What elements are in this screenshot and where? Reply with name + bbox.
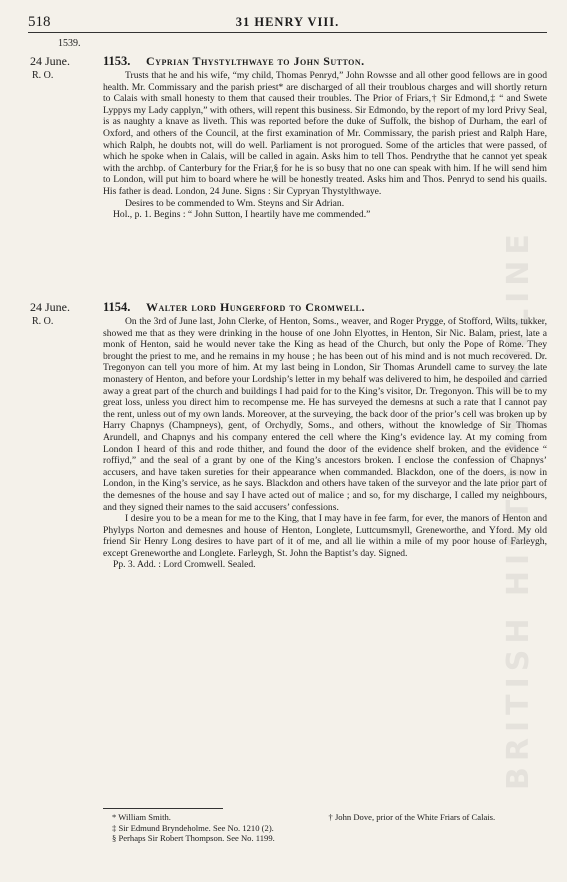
footnote: § Perhaps Sir Robert Thompson. See No. 1199. <box>112 833 275 844</box>
entry-paragraph: On the 3rd of June last, John Clerke, of Henton, Soms., weaver, and Roger Prygge, of Stofford, Wilts, tukker, showed me that as they were drinking in the house of one John Elyottes, in Henton, Sir Nic. Balam, priest, late a monk of Henton, said he would never take the King as head of the Church, but only the Pope of Rome. They brought the priest to me, and he remains in my house ; he has been out of his mind and is not much recovered. Dr. Tregonyon can tell you more of him. At my last being in London, Sir Thomas Arundell came to survey the late monastery of Henton, and before your Lordship’s letter in my behalf was delivered to him, he despoiled and carried away a great part of the church and buildings I had paid for to the King’s visitor, Dr. Tregonyon. This will be to my great loss, unless you direct him to recompense me. He has surveyed the demesns at such a rate that I cannot pay the rent, unless out of my own lands. Moreover, at the surveying, the back door of the prior’s cell was broken up by Harry Chapnys (Champneys), gent, of Orchydly, Soms., and others, without the knowledge of Sir Thomas Arundell, and Chapnys and his company entered the cell where the King’s evidence lay. At my coming from London I heard of this and rode thither, and found the door of the evidence shelf broken, and the evidence “ roffiyd,” and the seal of a grant by one of the King’s ancestors broken. I enclose the confession of Chapnys’ accusers, and have taken sureties for their appearance when commanded. Blackdon, one of the doers, is now in London, in the King’s service, as he says. Blackdon and others have taken of the surveyor and the late prior part of the demesnes of the house and say I have acted out of malice ; and so, for my discharge, I called my neighbours, and they signed their names to the said accusers’ confessions. <box>103 316 547 513</box>
year-label: 1539. <box>58 38 81 49</box>
footnote: † John Dove, prior of the White Friars of Calais. <box>328 812 496 822</box>
footnote: ‡ Sir Edmund Bryndeholme. See No. 1210 (2). <box>112 822 274 833</box>
entry-date: 24 June. <box>30 300 70 314</box>
entry-number: 1154. <box>103 300 131 314</box>
entry-number: 1153. <box>103 54 131 68</box>
footnote-rule <box>103 808 223 809</box>
entry-heading <box>28 300 547 327</box>
footnotes <box>112 812 545 844</box>
record-office-ref: R. O. <box>32 316 54 327</box>
footnote: * William Smith. <box>112 812 171 822</box>
page-header <box>28 12 547 33</box>
calendar-entry-1153 <box>28 54 547 221</box>
entry-date: 24 June. <box>30 54 70 68</box>
running-title: 31 HENRY VIII. <box>235 15 340 29</box>
entry-title: Walter lord Hungerford to Cromwell. <box>146 300 365 314</box>
entry-paragraph: Trusts that he and his wife, “my child, Thomas Penryd,” John Rowsse and all other good fellows are in good health. Mr. Commissary and the parish priest* are discharged of all their troublous charges and will shortly return to Calais with small honesty to them that caused their troubles. The Prior of Friars,† Sir Edmond,‡ “ and Swete Lyppys my Lady capplyn,” with others, will repent this business. Sir Edmondo, by the report of my lord Privy Seal, is as naughty a knave as liveth. This was reported before the duke of Suffolk, the bishop of Durham, the earl of Oxford, and others of the Council, at the first examination of Mr. Commissary, the parish priest and Ralph Hare, which Ralph, he doubts not, will do well. Parliament is not prorogued. Some of the articles that were passed, of which he spoke when in Calais, will be called in again. Asks him to tell Thos. Pendrythe that he cannot yet speak with the archbp. of Canterbury for the Friar,§ for he is so busy that no one can speak with him. If he will send him to London, will put him to board where he will be honestly treated. Asks him and Thos. Penryd to send his quails. His father is dead. London, 24 June. Signs : Sir Cypryan Thystylthwaye. <box>103 70 547 197</box>
footnote-row <box>112 812 545 823</box>
entry-body <box>103 70 547 221</box>
entry-title: Cyprian Thystylthwaye to John Sutton. <box>146 54 365 68</box>
entry-paragraph: I desire you to be a mean for me to the King, that I may have in fee farm, for ever, the manors of Henton and Phylyps Norton and demesnes and house of Henton, Longlete, Luttcumsmyll, Greneworthe, and Yford. My old friend Sir Henry Long desires to have part of it of me, and all lie within a mile of my poor house of Farleygh, except Greneworthe and Longlete. Farleygh, St. John the Baptist’s day. Signed. <box>103 513 547 559</box>
entry-body <box>103 316 547 571</box>
entry-description: Pp. 3. Add. : Lord Cromwell. Sealed. <box>113 559 256 571</box>
page-number: 518 <box>28 14 51 30</box>
record-office-ref: R. O. <box>32 70 54 81</box>
entry-heading <box>28 54 547 81</box>
watermark: BRITISH HISTORY ONLINE <box>501 228 536 790</box>
entry-paragraph: Desires to be commended to Wm. Steyns and Sir Adrian. <box>125 197 345 209</box>
entry-description: Hol., p. 1. Begins : “ John Sutton, I heartily have me commended.” <box>113 209 371 221</box>
calendar-entry-1154 <box>28 300 547 571</box>
